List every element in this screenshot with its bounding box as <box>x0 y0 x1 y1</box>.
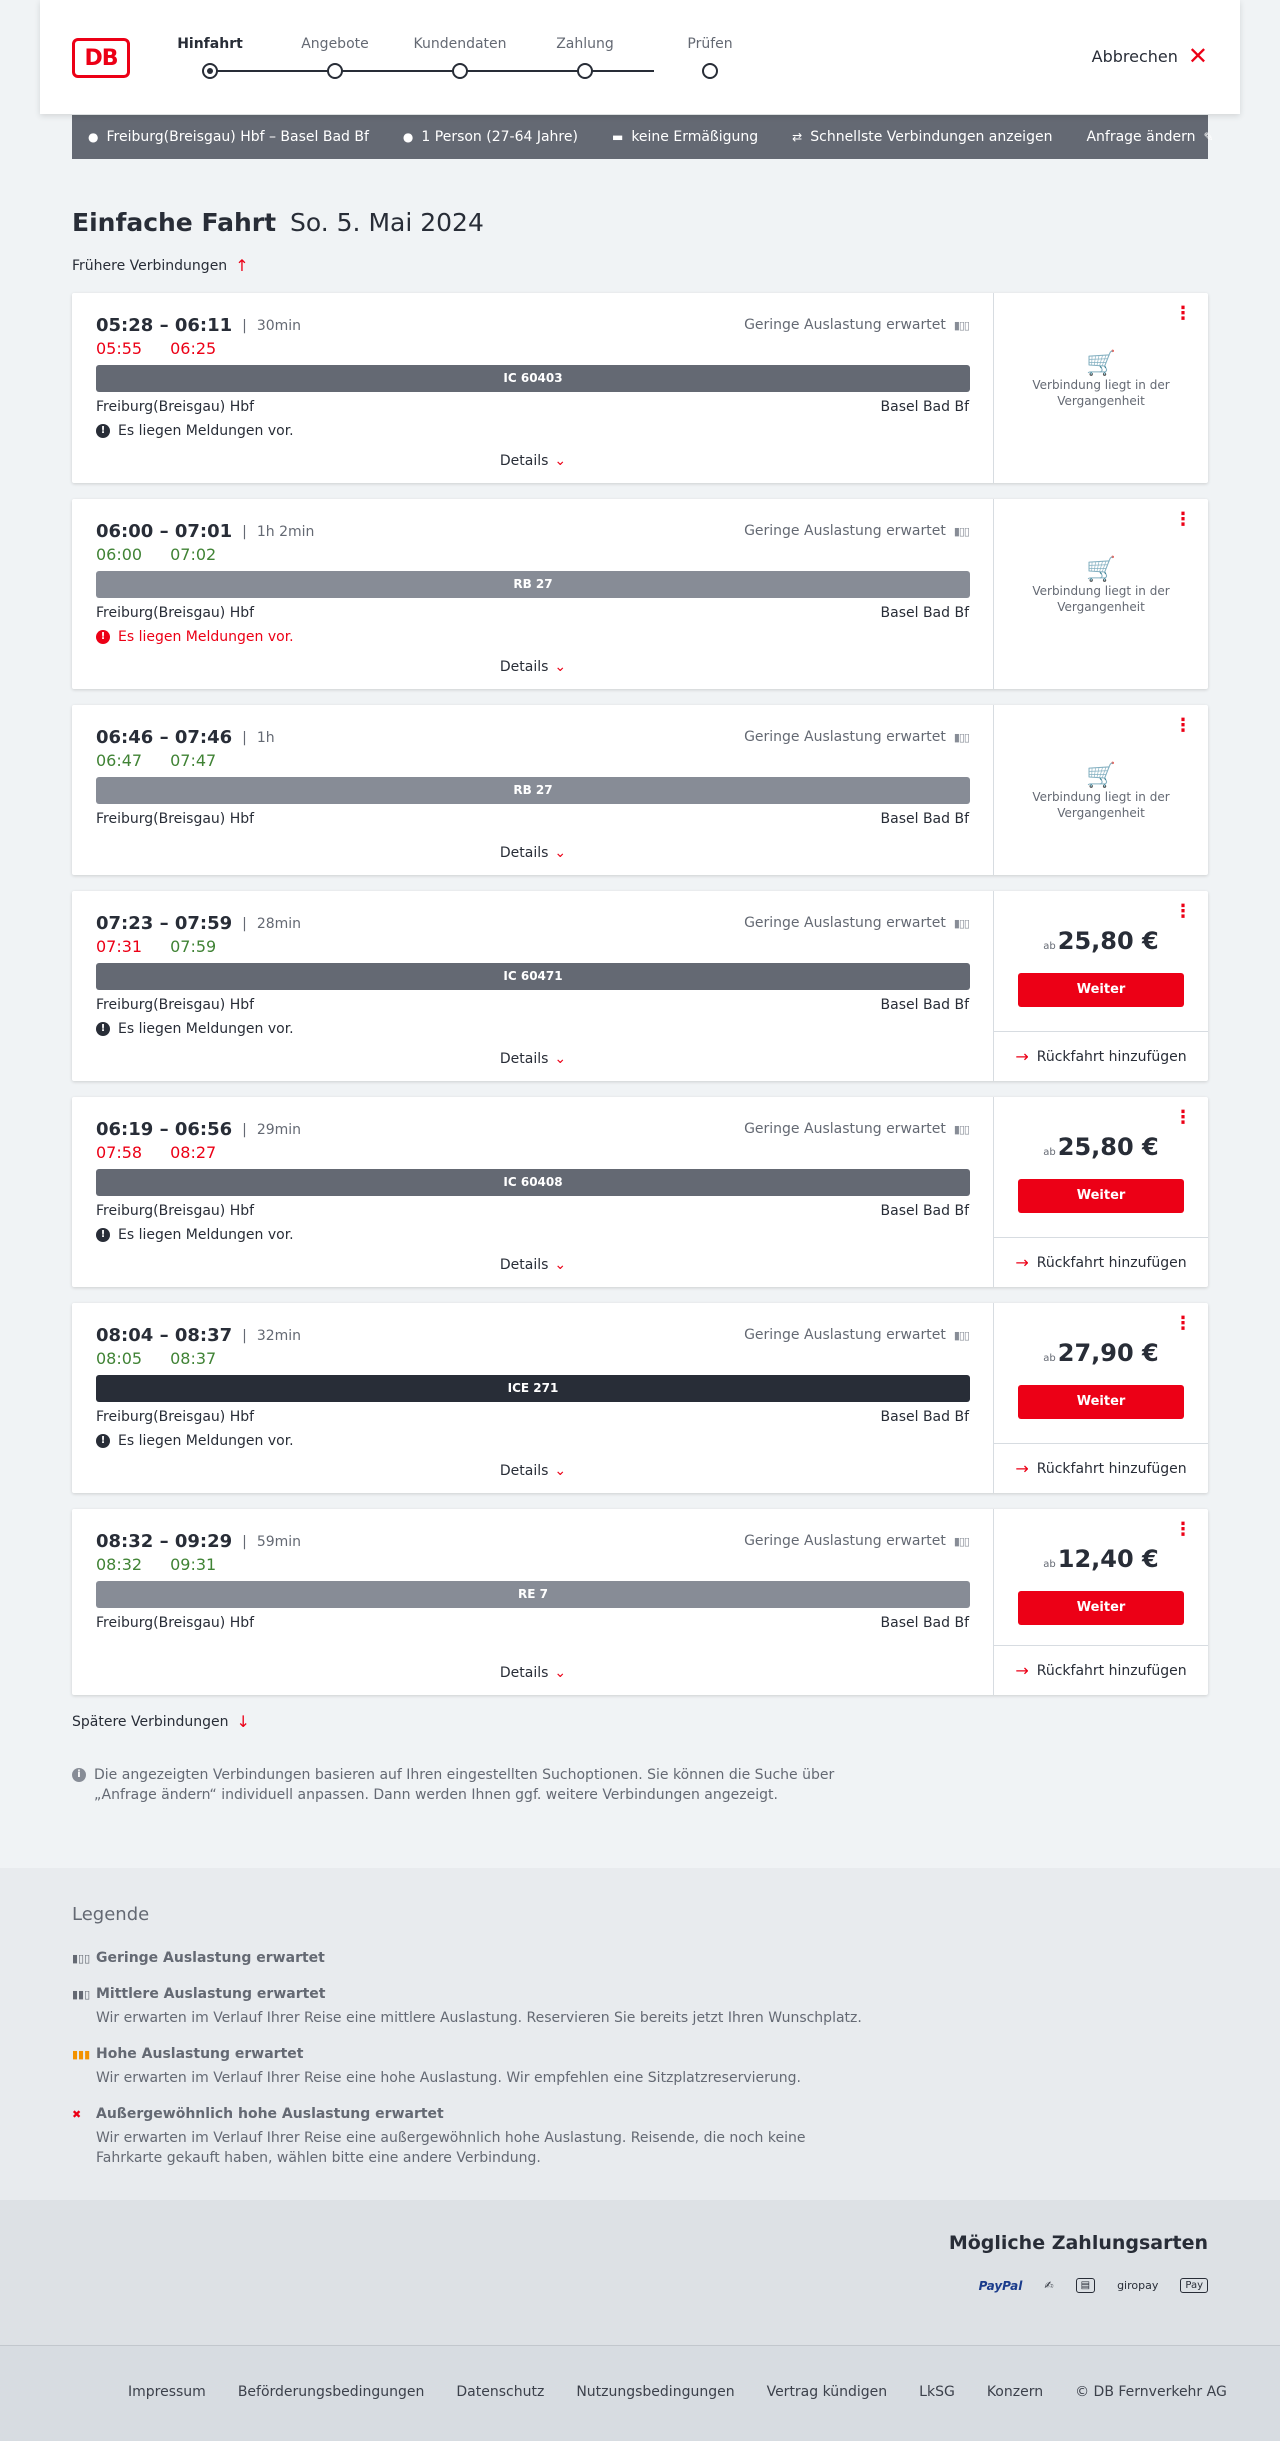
notice <box>96 1021 294 1037</box>
occupancy-text: Geringe Auslastung erwartet <box>744 729 946 745</box>
option-text: Schnellste Verbindungen anzeigen <box>810 129 1053 145</box>
add-return-button[interactable] <box>994 1237 1208 1287</box>
past-text: Verbindung liegt in der Vergangenheit <box>1032 378 1170 408</box>
continue-button[interactable]: Weiter <box>1018 1179 1184 1213</box>
price-value: 12,40 € <box>1057 1545 1159 1573</box>
footer-link-befoerderungsbedingungen[interactable]: Beförderungsbedingungen <box>237 2384 425 2400</box>
connection-offer <box>994 1509 1208 1695</box>
continue-button[interactable]: Weiter <box>1018 1385 1184 1419</box>
occupancy-text: Geringe Auslastung erwartet <box>744 1121 946 1137</box>
connection-card[interactable] <box>72 1303 1208 1493</box>
realtime-departure: 07:58 <box>96 1143 143 1162</box>
exclamation-icon: ! <box>96 630 110 644</box>
step-kundendaten <box>410 34 510 79</box>
occupancy-text: Geringe Auslastung erwartet <box>744 1533 946 1549</box>
details-label: Details <box>499 1463 549 1479</box>
more-options-icon[interactable]: ⋮ <box>1174 509 1192 530</box>
return-label: Rückfahrt hinzufügen <box>1036 1254 1187 1271</box>
occupancy-icon: ✖ <box>72 2107 82 2121</box>
arrival-station: Basel Bad Bf <box>880 605 969 621</box>
details-toggle[interactable] <box>72 1257 994 1273</box>
footer-link-nutzungsbedingungen[interactable]: Nutzungsbedingungen <box>576 2384 735 2400</box>
price <box>994 1133 1208 1161</box>
realtime-times <box>96 339 216 358</box>
occupancy-low-icon: ▮▯▯ <box>953 916 969 930</box>
more-options-icon[interactable]: ⋮ <box>1174 1313 1192 1334</box>
arrival-station: Basel Bad Bf <box>880 997 969 1013</box>
past-connection-note <box>994 349 1208 409</box>
train-bar: IC 60408 <box>96 1169 970 1196</box>
legend-label: Geringe Auslastung erwartet <box>96 1950 325 1966</box>
occupancy-low-icon: ▮▯▯ <box>953 1328 969 1342</box>
departure-station: Freiburg(Breisgau) Hbf <box>96 399 255 415</box>
legend-description: Wir erwarten im Verlauf Ihrer Reise eine hohe Auslastung. Wir empfehlen eine Sitzplatzreservierung. <box>96 2070 801 2086</box>
price-prefix: ab <box>1043 1353 1056 1364</box>
chevron-down-icon: ⌄ <box>554 1051 567 1067</box>
pencil-icon: ✎ <box>1203 130 1214 144</box>
more-options-icon[interactable]: ⋮ <box>1174 303 1192 324</box>
step-dot <box>202 63 218 79</box>
occupancy-low-icon: ▮▯▯ <box>953 730 969 744</box>
connection-main <box>72 1097 994 1287</box>
realtime-arrival: 07:47 <box>170 751 217 770</box>
occupancy-low-icon: ▮▯▯ <box>953 1534 969 1548</box>
continue-button[interactable]: Weiter <box>1018 973 1184 1007</box>
realtime-arrival: 08:37 <box>170 1349 217 1368</box>
connection-offer <box>994 499 1208 689</box>
legend-item <box>72 2046 872 2088</box>
return-label: Rückfahrt hinzufügen <box>1036 1048 1187 1065</box>
connection-card[interactable] <box>72 891 1208 1081</box>
details-label: Details <box>499 453 549 469</box>
arrow-right-icon: → <box>1015 1661 1029 1680</box>
planned-times: 08:32 – 09:29 <box>96 1531 233 1552</box>
step-label: Angebote <box>301 36 369 52</box>
sepa-icon: ▤ <box>1076 2278 1095 2293</box>
applepay-icon: Pay <box>1180 2278 1208 2293</box>
duration: 1h 2min <box>256 523 315 540</box>
logo-text: DB <box>84 45 118 71</box>
info-icon: i <box>72 1768 86 1782</box>
arrival-station: Basel Bad Bf <box>880 1615 969 1631</box>
exclamation-icon: ! <box>96 1022 110 1036</box>
details-label: Details <box>499 659 549 675</box>
connection-main <box>72 293 994 483</box>
notice <box>96 1227 294 1243</box>
departure-station: Freiburg(Breisgau) Hbf <box>96 605 255 621</box>
person-icon: ● <box>402 130 414 144</box>
train-bar: RB 27 <box>96 571 970 598</box>
price-value: 25,80 € <box>1057 1133 1159 1161</box>
realtime-times <box>96 1349 216 1368</box>
step-label: Hinfahrt <box>177 36 243 52</box>
departure-station: Freiburg(Breisgau) Hbf <box>96 1409 255 1425</box>
price <box>994 1545 1208 1573</box>
footer-link-impressum[interactable]: Impressum <box>128 2384 206 2400</box>
departure-station: Freiburg(Breisgau) Hbf <box>96 1203 255 1219</box>
realtime-times <box>96 937 216 956</box>
occupancy-info <box>744 1121 969 1137</box>
train-bar: ICE 271 <box>96 1375 970 1402</box>
db-logo[interactable] <box>72 38 130 78</box>
occupancy-info <box>744 729 969 745</box>
add-return-button[interactable] <box>994 1645 1208 1695</box>
legend-heading <box>72 2106 872 2122</box>
later-label: Spätere Verbindungen <box>72 1713 229 1730</box>
occupancy-info <box>744 317 969 333</box>
details-toggle[interactable] <box>72 1463 994 1479</box>
planned-times: 07:23 – 07:59 <box>96 913 233 934</box>
price-prefix: ab <box>1043 941 1056 952</box>
chevron-down-icon: ⌄ <box>554 659 567 675</box>
cart-unavailable-icon: 🛒 <box>1086 555 1116 583</box>
summary-persons <box>403 129 578 145</box>
step-dot <box>327 63 343 79</box>
change-label: Anfrage ändern <box>1086 129 1196 145</box>
past-text: Verbindung liegt in der Vergangenheit <box>1032 790 1170 820</box>
return-label: Rückfahrt hinzufügen <box>1036 1460 1187 1477</box>
train-bar: RB 27 <box>96 777 970 804</box>
notice <box>96 629 294 645</box>
realtime-departure: 06:47 <box>96 751 143 770</box>
location-pin-icon: ● <box>88 130 99 144</box>
details-label: Details <box>499 845 549 861</box>
past-text: Verbindung liegt in der Vergangenheit <box>1032 584 1170 614</box>
info-text: Die angezeigten Verbindungen basieren auf Ihren eingestellten Suchoptionen. Sie können die Suche über „Anfrage ändern“ individuell anpassen. Dann werden Ihnen ggf. weitere Verbindungen angezeigt. <box>94 1767 835 1803</box>
search-summary-bar <box>72 115 1214 159</box>
notice-text: Es liegen Meldungen vor. <box>118 423 294 439</box>
cancel-label: Abbrechen <box>1091 46 1178 66</box>
realtime-departure: 05:55 <box>96 339 143 358</box>
chevron-down-icon: ⌄ <box>554 453 567 469</box>
separator: | <box>242 1327 247 1344</box>
step-pruefen <box>660 34 760 79</box>
occupancy-low-icon: ▮▯▯ <box>953 318 969 332</box>
connection-main <box>72 1509 994 1695</box>
connection-card[interactable] <box>72 1097 1208 1287</box>
notice-text: Es liegen Meldungen vor. <box>118 629 294 645</box>
legend-description: Wir erwarten im Verlauf Ihrer Reise eine mittlere Auslastung. Reservieren Sie bereits jetzt Ihren Wunschplatz. <box>96 2010 862 2026</box>
exclamation-icon: ! <box>96 424 110 438</box>
exclamation-icon: ! <box>96 1228 110 1242</box>
occupancy-text: Geringe Auslastung erwartet <box>744 317 946 333</box>
earlier-label: Frühere Verbindungen <box>72 257 228 274</box>
legend-label: Außergewöhnlich hohe Auslastung erwartet <box>96 2106 444 2122</box>
connection-times <box>96 913 301 934</box>
connection-card[interactable] <box>72 705 1208 875</box>
change-request-button[interactable] <box>1086 129 1213 145</box>
separator: | <box>242 1121 247 1138</box>
legend-heading <box>72 1950 872 1966</box>
payment-section <box>0 2200 1280 2345</box>
occupancy-low-icon: ▮▯▯ <box>953 1122 969 1136</box>
details-toggle[interactable] <box>72 845 994 861</box>
route-text: Freiburg(Breisgau) Hbf – Basel Bad Bf <box>106 129 369 145</box>
arrow-up-icon: ↑ <box>235 256 249 275</box>
details-toggle[interactable] <box>72 659 994 675</box>
departure-station: Freiburg(Breisgau) Hbf <box>96 997 255 1013</box>
price-prefix: ab <box>1043 1559 1056 1570</box>
arrow-right-icon: → <box>1015 1253 1029 1272</box>
connection-main <box>72 705 994 875</box>
departure-station: Freiburg(Breisgau) Hbf <box>96 1615 255 1631</box>
step-label: Kundendaten <box>413 36 507 52</box>
occupancy-icon: ▮▮▮ <box>72 2047 91 2061</box>
separator: | <box>242 1533 247 1550</box>
arrival-station: Basel Bad Bf <box>880 399 969 415</box>
step-hinfahrt[interactable] <box>160 34 260 79</box>
footer-link-vertrag-kuendigen[interactable]: Vertrag kündigen <box>766 2384 888 2400</box>
step-zahlung <box>535 34 635 79</box>
discount-text: keine Ermäßigung <box>631 129 759 145</box>
details-toggle[interactable] <box>72 453 994 469</box>
arrow-down-icon: ↓ <box>236 1712 250 1731</box>
connection-card[interactable] <box>72 1509 1208 1695</box>
summary-option <box>792 129 1052 145</box>
duration: 30min <box>256 317 302 334</box>
occupancy-icon: ▮▮▯ <box>72 1987 91 2001</box>
step-label: Prüfen <box>687 36 733 52</box>
occupancy-icon: ▮▯▯ <box>72 1951 91 1965</box>
connection-offer <box>994 891 1208 1081</box>
connection-times <box>96 1531 301 1552</box>
connection-card[interactable] <box>72 499 1208 689</box>
realtime-arrival: 07:02 <box>170 545 217 564</box>
continue-button[interactable]: Weiter <box>1018 1591 1184 1625</box>
paypal-icon: PayPal <box>978 2278 1023 2293</box>
legend-item <box>72 1950 872 1966</box>
train-bar: IC 60471 <box>96 963 970 990</box>
legend-title: Legende <box>72 1904 150 1925</box>
footer-links <box>128 2384 1227 2400</box>
train-bar: RE 7 <box>96 1581 970 1608</box>
planned-times: 05:28 – 06:11 <box>96 315 233 336</box>
duration: 59min <box>256 1533 302 1550</box>
connection-main <box>72 891 994 1081</box>
return-label: Rückfahrt hinzufügen <box>1036 1662 1187 1679</box>
occupancy-info <box>744 915 969 931</box>
connection-times <box>96 1325 301 1346</box>
step-dot <box>702 63 718 79</box>
step-dot <box>452 63 468 79</box>
arrival-station: Basel Bad Bf <box>880 811 969 827</box>
persons-text: 1 Person (27-64 Jahre) <box>421 129 578 145</box>
add-return-button[interactable] <box>994 1443 1208 1493</box>
info-note <box>72 1765 852 1805</box>
realtime-departure: 07:31 <box>96 937 143 956</box>
legend-description: Wir erwarten im Verlauf Ihrer Reise eine außergewöhnlich hohe Auslastung. Reisende, die noch keine Fahrkarte gekauft haben, wählen bitte eine andere Verbindung. <box>96 2130 806 2166</box>
details-label: Details <box>499 1257 549 1273</box>
trip-type: Einfache Fahrt <box>72 208 277 237</box>
connection-times <box>96 521 314 542</box>
realtime-departure: 08:32 <box>96 1555 143 1574</box>
past-connection-note <box>994 761 1208 821</box>
footer-link-konzern[interactable]: Konzern <box>986 2384 1044 2400</box>
arrow-right-icon: → <box>1015 1459 1029 1478</box>
duration: 32min <box>256 1327 302 1344</box>
realtime-arrival: 09:31 <box>170 1555 217 1574</box>
past-connection-note <box>994 555 1208 615</box>
occupancy-info <box>744 1533 969 1549</box>
cancel-button[interactable] <box>1091 42 1208 70</box>
connection-main <box>72 1303 994 1493</box>
header <box>40 0 1240 114</box>
connection-card[interactable] <box>72 293 1208 483</box>
step-label: Zahlung <box>556 36 614 52</box>
legend-heading <box>72 2046 872 2062</box>
chevron-down-icon: ⌄ <box>554 1463 567 1479</box>
separator: | <box>242 729 247 746</box>
creditcard-icon: ✍ <box>1044 2279 1054 2292</box>
occupancy-text: Geringe Auslastung erwartet <box>744 915 946 931</box>
price-value: 25,80 € <box>1057 927 1159 955</box>
more-options-icon[interactable]: ⋮ <box>1174 1107 1192 1128</box>
duration: 28min <box>256 915 302 932</box>
planned-times: 06:00 – 07:01 <box>96 521 233 542</box>
realtime-departure: 08:05 <box>96 1349 143 1368</box>
notice-text: Es liegen Meldungen vor. <box>118 1227 294 1243</box>
connection-times <box>96 727 275 748</box>
train-bar: IC 60403 <box>96 365 970 392</box>
cart-unavailable-icon: 🛒 <box>1086 761 1116 789</box>
separator: | <box>242 317 247 334</box>
legend-heading <box>72 1986 872 2002</box>
connection-times <box>96 1119 301 1140</box>
earlier-connections-link[interactable] <box>72 256 249 275</box>
realtime-departure: 06:00 <box>96 545 143 564</box>
occupancy-info <box>744 523 969 539</box>
connection-offer <box>994 293 1208 483</box>
price-prefix: ab <box>1043 1147 1056 1158</box>
arrival-station: Basel Bad Bf <box>880 1409 969 1425</box>
swap-icon: ⇄ <box>792 130 803 144</box>
cart-unavailable-icon: 🛒 <box>1086 349 1116 377</box>
add-return-button[interactable] <box>994 1031 1208 1081</box>
step-angebote <box>285 34 385 79</box>
details-label: Details <box>499 1665 549 1681</box>
realtime-arrival: 08:27 <box>170 1143 217 1162</box>
realtime-times <box>96 1555 216 1574</box>
footer <box>0 2345 1280 2441</box>
departure-station: Freiburg(Breisgau) Hbf <box>96 811 255 827</box>
legend-item <box>72 1986 872 2028</box>
planned-times: 08:04 – 08:37 <box>96 1325 233 1346</box>
more-options-icon[interactable]: ⋮ <box>1174 1519 1192 1540</box>
more-options-icon[interactable]: ⋮ <box>1174 901 1192 922</box>
arrow-right-icon: → <box>1015 1047 1029 1066</box>
legend-label: Hohe Auslastung erwartet <box>96 2046 304 2062</box>
connection-offer <box>994 1097 1208 1287</box>
occupancy-low-icon: ▮▯▯ <box>953 524 969 538</box>
payment-title: Mögliche Zahlungsarten <box>948 2232 1208 2254</box>
exclamation-icon: ! <box>96 1434 110 1448</box>
connection-offer <box>994 1303 1208 1493</box>
occupancy-text: Geringe Auslastung erwartet <box>744 523 946 539</box>
notice-text: Es liegen Meldungen vor. <box>118 1433 294 1449</box>
card-icon: ▬ <box>611 130 624 144</box>
connection-offer <box>994 705 1208 875</box>
footer-link-datenschutz[interactable]: Datenschutz <box>456 2384 545 2400</box>
legend-section <box>0 1868 1280 2200</box>
planned-times: 06:46 – 07:46 <box>96 727 233 748</box>
more-options-icon[interactable]: ⋮ <box>1174 715 1192 736</box>
notice <box>96 423 294 439</box>
realtime-times <box>96 1143 216 1162</box>
close-icon: ✕ <box>1187 42 1208 70</box>
later-connections-link[interactable] <box>72 1712 250 1731</box>
realtime-times <box>96 545 216 564</box>
details-label: Details <box>499 1051 549 1067</box>
price <box>994 1339 1208 1367</box>
arrival-station: Basel Bad Bf <box>880 1203 969 1219</box>
separator: | <box>242 523 247 540</box>
realtime-arrival: 07:59 <box>170 937 217 956</box>
occupancy-text: Geringe Auslastung erwartet <box>744 1327 946 1343</box>
trip-date: So. 5. Mai 2024 <box>290 208 484 237</box>
connection-times <box>96 315 301 336</box>
occupancy-info <box>744 1327 969 1343</box>
progress-steps <box>177 34 733 84</box>
page-title <box>72 208 484 237</box>
connection-main <box>72 499 994 689</box>
step-dot <box>577 63 593 79</box>
price <box>994 927 1208 955</box>
details-toggle[interactable] <box>72 1665 994 1681</box>
realtime-arrival: 06:25 <box>170 339 217 358</box>
duration: 29min <box>256 1121 302 1138</box>
notice-text: Es liegen Meldungen vor. <box>118 1021 294 1037</box>
planned-times: 06:19 – 06:56 <box>96 1119 233 1140</box>
legend-item <box>72 2106 872 2168</box>
separator: | <box>242 915 247 932</box>
notice <box>96 1433 294 1449</box>
summary-route <box>88 129 369 145</box>
footer-link-lksg[interactable]: LkSG <box>919 2384 955 2400</box>
giropay-icon: giropay <box>1117 2279 1159 2292</box>
details-toggle[interactable] <box>72 1051 994 1067</box>
chevron-down-icon: ⌄ <box>554 845 567 861</box>
payment-icons <box>979 2278 1208 2293</box>
summary-discount <box>612 129 758 145</box>
chevron-down-icon: ⌄ <box>554 1257 567 1273</box>
duration: 1h <box>256 729 275 746</box>
chevron-down-icon: ⌄ <box>554 1665 567 1681</box>
price-value: 27,90 € <box>1057 1339 1159 1367</box>
footer-copyright: © DB Fernverkehr AG <box>1075 2384 1227 2400</box>
legend-label: Mittlere Auslastung erwartet <box>96 1986 326 2002</box>
realtime-times <box>96 751 216 770</box>
